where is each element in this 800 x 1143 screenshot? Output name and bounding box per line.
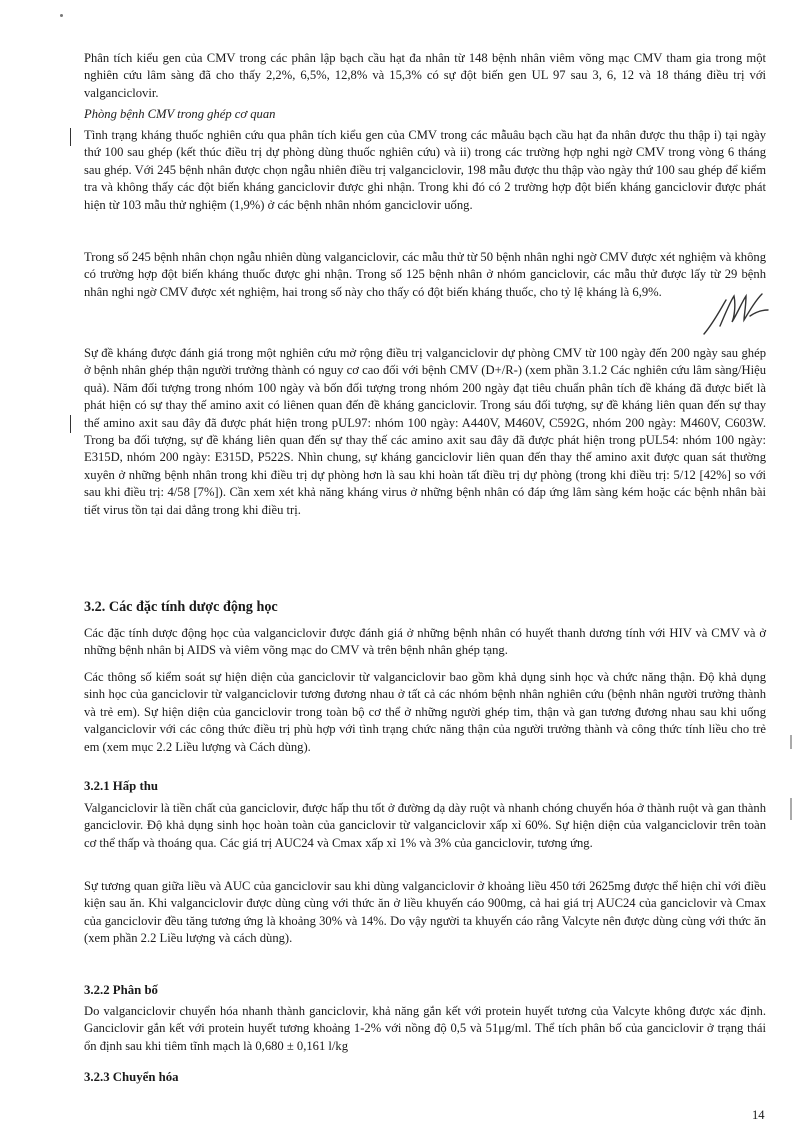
paragraph-genotype: Phân tích kiểu gen của CMV trong các phân lập bạch cầu hạt đa nhân từ 148 bệnh nhân viêm võng mạc CMV tham gia trong một nghiên cứu lâm sàng đã cho thấy 2,2%, 6,5%, 12,8% và 15,3% có sự đột biến gen UL 97 sau 3, 6, 12 và 18 tháng điều trị với valganciclovir. bbox=[84, 51, 766, 100]
margin-mark bbox=[790, 735, 792, 749]
subheading-transplant: Phòng bệnh CMV trong ghép cơ quan bbox=[84, 107, 276, 121]
scan-speck bbox=[60, 14, 63, 17]
paragraph-pk-intro: Các đặc tính dược động học của valganciclovir được đánh giá ở những bệnh nhân có huyết thanh dương tính với HIV và CMV và ở những bệnh nhân bị AIDS và viêm võng mạc do CMV và trên bệnh nhân ghép tạng. bbox=[84, 626, 766, 658]
margin-mark bbox=[790, 798, 792, 820]
paragraph-absorption-2: Sự tương quan giữa liều và AUC của ganciclovir sau khi dùng valganciclovir ở khoảng liều 450 tới 2625mg được thể hiện chỉ với điều kiện sau ăn. Khi valganciclovir được dùng cùng với thức ăn ở liều khuyến cáo 900mg, cả hai giá trị AUC24 của ganciclovir và Cmax của ganciclovir đều tăng tương ứng là khoảng 30% và 14%. Do vậy người ta khuyến cáo rằng Valcyte nên được dùng cùng với thức ăn (xem phần 2.2 Liều lượng và cách dùng). bbox=[84, 879, 766, 946]
heading-3-2-3: 3.2.3 Chuyển hóa bbox=[84, 1070, 179, 1084]
paragraph-random-245: Trong số 245 bệnh nhân chọn ngẫu nhiên dùng valganciclovir, các mẫu thử từ 50 bệnh nhân nghi ngờ CMV được xét nghiệm và không có trường hợp đột biến kháng thuốc được ghi nhận. Trong số 125 bệnh nhân ở nhóm ganciclovir, các mẫu thử được lấy từ 29 bệnh nhân nghi ngờ CMV được xét nghiệm, hai trong số này cho thấy có đột biến kháng thuốc, cho tỷ lệ kháng là 6,9%. bbox=[84, 250, 766, 299]
revision-bar bbox=[70, 415, 71, 433]
paragraph-distribution: Do valganciclovir chuyển hóa nhanh thành ganciclovir, khả năng gắn kết với protein huyết tương của Valcyte không được xác định. Ganciclovir gắn kết với protein huyết tương khoảng 1-2% với nồng độ 0,5 và 51μg/ml. Thể tích phân bố của ganciclovir ở trạng thái ổn định sau khi tiêm tĩnh mạch là 0,680 ± 0,161 l/kg bbox=[84, 1004, 766, 1053]
heading-3-2-2: 3.2.2 Phân bố bbox=[84, 983, 158, 997]
paragraph-extension-study: Sự đề kháng được đánh giá trong một nghiên cứu mở rộng điều trị valganciclovir dự phòng CMV từ 100 ngày đến 200 ngày sau ghép ở bệnh nhân ghép thận người trưởng thành có nguy cơ cao đối với bệnh CMV (D+/R-) (xem phần 3.1.2 Các nghiên cứu lâm sàng/Hiệu quả). Năm đối tượng trong nhóm 100 ngày và bốn đối tượng trong nhóm 200 ngày đạt tiêu chuẩn phân tích đề kháng đã được biết là phát hiện có sự thay thế amino axit có liênen quan đến đề kháng ganciclovir. Trong sáu đối tượng, sự đề kháng liên quan đến sự thay thế amino axit sau đây đã được phát hiện trong pUL97: nhóm 100 ngày: A440V, M460V, C592G, nhóm 200 ngày: M460V, C603W. Trong ba đối tượng, sự đề kháng liên quan đến sự thay thế các amino axit sau đây đã được phát hiện trong pUL54: nhóm 100 ngày: E315D, nhóm 200 ngày: E315D, P522S. Nhìn chung, sự kháng ganciclovir liên quan đến thay thế amino axit được quan sát thường xuyên ở những bệnh nhân trong khi điều trị dự phòng hơn là sau khi hoàn tất điều trị dự phòng (trong khi điều trị: 5/12 [42%] so với sau khi điều trị: 4/58 [7%]). Cần xem xét khả năng kháng virus ở những bệnh nhân có đáp ứng lâm sàng kém hoặc các bệnh nhân bài tiết virus tồn tại dai dẳng trong khi điều trị. bbox=[84, 346, 766, 517]
heading-3-2-1: 3.2.1 Hấp thu bbox=[84, 779, 158, 793]
paragraph-pk-parameters: Các thông số kiểm soát sự hiện diện của ganciclovir từ valganciclovir bao gồm khả dụng sinh học và chức năng thận. Độ khả dụng sinh học của ganciclovir từ valganciclovir tương đương nhau ở tất cả các nhóm bệnh nhân nghiên cứu (bệnh nhân người trưởng thành và trẻ em). Sự hiện diện của ganciclovir trong toàn bộ cơ thể ở những người ghép tim, thận và gan tương đương nhau sau khi uống valganciclovir với các công thức điều trị phù hợp với tình trạng chức năng thận của người trưởng thành và công thức tính liều cho trẻ em (xem mục 2.2 Liều lượng và Cách dùng). bbox=[84, 670, 766, 754]
revision-bar bbox=[70, 128, 71, 146]
paragraph-absorption-1: Valganciclovir là tiền chất của ganciclovir, được hấp thu tốt ở đường dạ dày ruột và nhanh chóng chuyển hóa ở thành ruột và gan thành ganciclovir. Độ khả dụng sinh học hoàn toàn của ganciclovir từ valganciclovir xấp xỉ 60%. Sự hiện diện của valganciclovir trên toàn cơ thể thấp và thoáng qua. Các giá trị AUC24 và Cmax xấp xỉ 1% và 3% của ganciclovir, tương ứng. bbox=[84, 801, 766, 850]
page-number: 14 bbox=[752, 1108, 765, 1122]
heading-3-2: 3.2. Các đặc tính dược động học bbox=[84, 599, 278, 615]
handwritten-signature bbox=[700, 282, 770, 349]
paragraph-resistance-study: Tình trạng kháng thuốc nghiên cứu qua phân tích kiểu gen của CMV trong các mẫuâu bạch cầu hạt đa nhân được thu thập i) tại ngày thứ 100 sau ghép (kết thúc điều trị dự phòng dùng thuốc nghiên cứu) và ii) trong các trường hợp nghi ngờ CMV trong vòng 6 tháng sau ghép. Với 245 bệnh nhân được chọn ngẫu nhiên điều trị valganciclovir, 198 mẫu được thu thập vào ngày thứ 100 sau ghép để kiểm tra và không thấy các đột biến kháng ganciclovir được ghi nhận. Trong khi đó có 2 trường hợp đột biến kháng ganciclovir được phát hiện từ 103 mẫu thử nghiệm (1,9%) ở các bệnh nhân nhóm ganciclovir uống. bbox=[84, 128, 766, 212]
